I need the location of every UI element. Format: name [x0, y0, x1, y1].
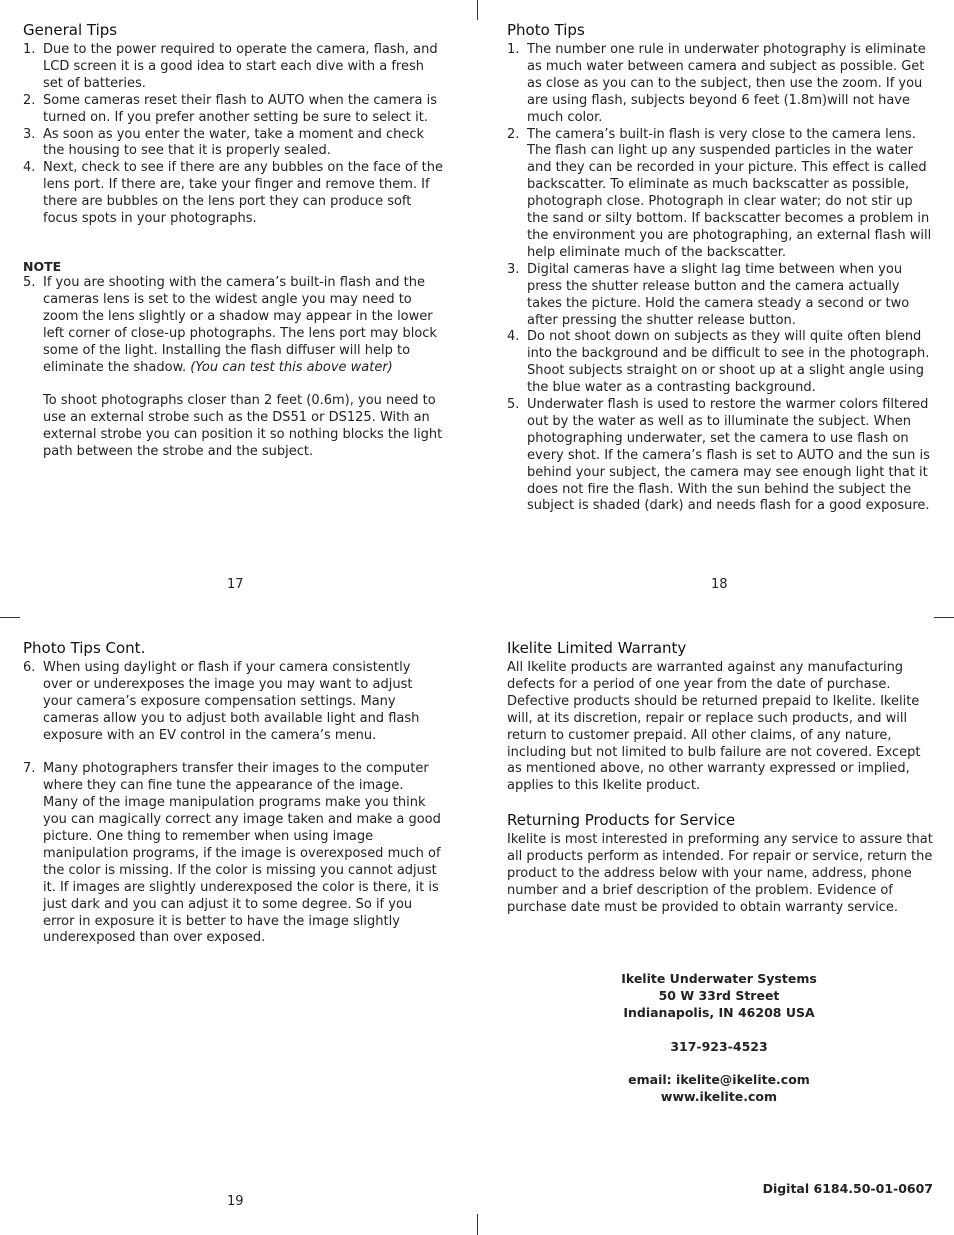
page-19 — [23, 639, 441, 947]
list-item: 4. Next, check to see if there are any bubbles on the face of the lens port. If there are, take your finger and remove them. If there are bubbles on the lens port they can produce soft focus spots in your photographs. — [23, 160, 443, 227]
email-address: email: ikelite@ikelite.com — [628, 1072, 810, 1088]
page-number-18: 18 — [711, 577, 728, 592]
list-item: 5. If you are shooting with the camera’s built-in flash and the cameras lens is set to the widest angle you may need to zoom the lens slightly or a shadow may appear in the lower left corner of close-up photographs. The lens port may block some of the light. Installing the flash diffuser will help to eliminate the shadow. (You can test this above water) To shoot photographs closer than 2 feet (0.6m), you need to use an external strobe such as the DS51 or DS125. With an external strobe you can position it so nothing blocks the light path between the strobe and the subject. — [23, 274, 443, 460]
list-item: 2. Some cameras reset their flash to AUTO when the camera is turned on. If you prefer another setting be sure to select it. — [23, 92, 437, 125]
page-20 — [507, 639, 934, 917]
fold-mark-top — [477, 0, 478, 20]
page-18 — [507, 21, 932, 515]
list-item: 4. Do not shoot down on subjects as they will quite often blend into the background and be difficult to see in the photograph. Shoot subjects straight on or shoot up at a slight angle using the blue water as a contrasting background. — [507, 329, 930, 396]
city-address: Indianapolis, IN 46208 USA — [623, 1004, 815, 1020]
note-paragraph-2: To shoot photographs closer than 2 feet (0.6m), you need to use an external strobe such as the DS51 or DS125. With an external strobe you can position it so nothing blocks the light path between the strobe and the subject. — [43, 393, 443, 460]
list-item: 5. Underwater flash is used to restore the warmer colors filtered out by the water as well as to illuminate the subject. When photographing underwater, set the camera to use flash on every shot. If the camera’s flash is set to AUTO and the sun is behind your subject, the camera may see enough light that it does not fire the flash. With the sun behind the subject the subject is shaded (dark) and needs flash for a good exposure. — [507, 397, 930, 514]
address-block — [580, 971, 858, 1106]
list-item: 1. Due to the power required to operate the camera, flash, and LCD screen it is a good idea to start each dive with a fresh set of batteries. — [23, 42, 438, 91]
list-item: 7. Many photographers transfer their images to the computer where they can fine tune the appearance of the image. Many of the image manipulation programs make you think you can magically correct any image taken and make a good picture. One thing to remember when using image manipulation programs, if the image is overexposed much of the color is missing. If the color is missing you cannot adjust it. If images are slightly underexposed the color is there, it is just dark and you can adjust it to some degree. So if you error in exposure it is better to have the image slightly underexposed than over exposed. — [23, 761, 441, 946]
note-italic: (You can test this above water) — [190, 359, 393, 375]
list-item: 2. The camera’s built-in flash is very close to the camera lens. The flash can light up any suspended particles in the water and they can be recorded in your picture. This effect is called backscatter. To eliminate as much backscatter as possible, photograph close. Photograph in clear water; do not stir up the sand or silty bottom. If backscatter becomes a problem in the environment you are photographing, an external flash will help eliminate much of the backscatter. — [507, 126, 932, 260]
fold-mark-bottom — [477, 1214, 478, 1235]
general-tips-heading: General Tips — [23, 21, 118, 39]
general-tips-list — [23, 42, 443, 228]
document-code: Digital 6184.50-01-0607 — [762, 1181, 933, 1196]
warranty-text: All Ikelite products are warranted against any manufacturing defects for a period of one year from the date of purchase. Defective products should be returned prepaid to Ikelite. Ikelite will, at its discretion, repair or replace such products, and will return to customer prepaid. All other claims, of any nature, including but not limited to bulb failure are not covered. Except as mentioned above, no other warranty expressed or implied, applies to this Ikelite product. — [507, 660, 921, 794]
phone-number: 317-923-4523 — [670, 1038, 768, 1054]
photo-tips-list — [507, 42, 932, 515]
service-heading: Returning Products for Service — [507, 811, 736, 830]
list-item: 3. Digital cameras have a slight lag time between when you press the shutter release button and the camera actually takes the picture. Hold the camera steady a second or two after pressing the shutter release button. — [507, 261, 910, 328]
fold-mark-right — [934, 617, 954, 618]
list-item: 1. The number one rule in underwater photography is eliminate as much water between camera and subject as possible. Get as close as you can to the subject, then use the zoom. If you are using flash, subjects beyond 6 feet (1.8m)will not have much color. — [507, 42, 926, 125]
warranty-heading: Ikelite Limited Warranty — [507, 639, 687, 657]
street-address: 50 W 33rd Street — [658, 987, 780, 1003]
note-list — [23, 275, 443, 461]
photo-tips-cont-list — [23, 660, 441, 947]
service-text: Ikelite is most interested in preforming any service to assure that all products perform as intended. For repair or service, return the product to the address below with your name, address, phone number and a brief description of the problem. Evidence of purchase date must be provided to obtain warranty service. — [507, 832, 933, 915]
company-name: Ikelite Underwater Systems — [621, 971, 817, 986]
list-item: 3. As soon as you enter the water, take a moment and check the housing to see that it is properly sealed. — [23, 126, 425, 159]
website: www.ikelite.com — [660, 1089, 778, 1105]
list-item: 6. When using daylight or flash if your camera consistently over or underexposes the image you may want to adjust your camera’s exposure compensation settings. Many cameras allow you to adjust both available light and flash exposure with an EV control in the camera’s menu. — [23, 660, 420, 743]
page-number-17: 17 — [227, 577, 244, 592]
fold-mark-left — [0, 617, 20, 618]
page-17 — [23, 21, 443, 461]
page-number-19: 19 — [227, 1194, 244, 1209]
photo-tips-heading: Photo Tips — [507, 21, 585, 39]
photo-tips-cont-heading: Photo Tips Cont. — [23, 639, 146, 657]
note-label: NOTE — [23, 258, 62, 274]
